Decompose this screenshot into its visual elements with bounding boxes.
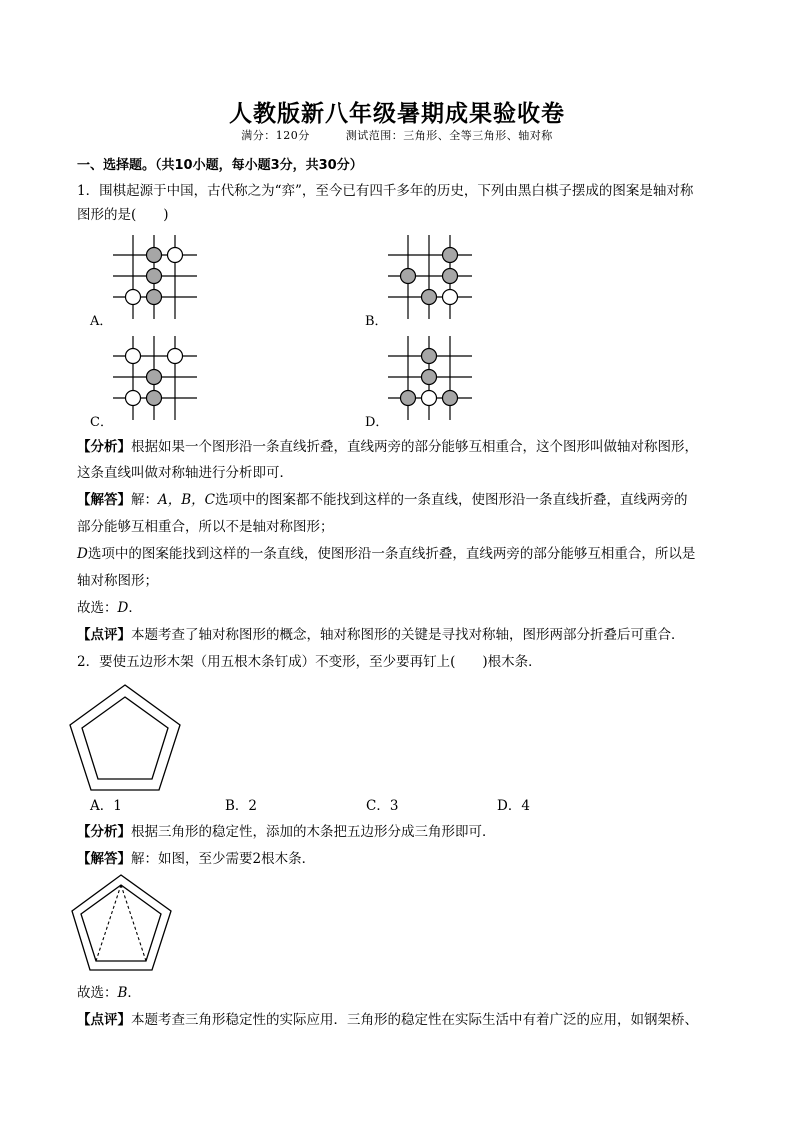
- q1-answer-line2: 部分能够互相重合，所以不是轴对称图形；: [77, 519, 334, 535]
- analysis-tag: 【分析】: [77, 824, 131, 840]
- analysis-tag: 【分析】: [77, 439, 131, 455]
- section-heading: 一、选择题。（共10小题，每小题3分，共30分）: [77, 158, 363, 173]
- choose-answer: B: [117, 985, 128, 1001]
- answer-tag: 【解答】: [77, 851, 131, 867]
- choose-prefix: 故选：: [77, 985, 118, 1001]
- q2-choose: [77, 983, 141, 1003]
- q1-option-b-label: B．: [365, 314, 388, 329]
- q2-option-d: D．4: [497, 798, 530, 814]
- q2-analysis: [77, 822, 496, 842]
- q1-comment: [77, 625, 685, 645]
- comment-text: 本题考查三角形稳定性的实际应用．三角形的稳定性在实际生活中有着广泛的应用，如钢架桥、: [131, 1012, 698, 1028]
- answer-options: A，B，C: [158, 492, 215, 508]
- q1-option-a-label: A．: [90, 314, 113, 329]
- choose-prefix: 故选：: [77, 600, 118, 616]
- q2-comment: [77, 1010, 698, 1030]
- q1-option-d-figure: [388, 336, 472, 420]
- q2-answer: [77, 849, 315, 869]
- q1-analysis-line2: 这条直线叫做对称轴进行分析即可．: [77, 465, 293, 481]
- full-score: 满分：120分: [241, 129, 310, 142]
- answer-text: 选项中的图案都不能找到这样的一条直线，使图形沿一条直线折叠，直线两旁的: [215, 492, 688, 508]
- q1-answer-line4: 轴对称图形；: [77, 573, 158, 589]
- q1-stem-line1: 1．围棋起源于中国，古代称之为“弈”，至今已有四千多年的历史，下列由黑白棋子摆成的图案是轴对称: [77, 183, 694, 199]
- q1-answer-line3: [77, 544, 695, 564]
- comment-text: 本题考查了轴对称图形的概念，轴对称图形的关键是寻找对称轴，图形两部分折叠后可重合．: [131, 627, 685, 643]
- subtitle: [0, 127, 794, 143]
- answer-tag: 【解答】: [77, 492, 131, 508]
- q2-option-c: C．3: [366, 798, 399, 814]
- q1-analysis-line1: [77, 437, 698, 457]
- answer-text: 选项中的图案能找到这样的一条直线，使图形沿一条直线折叠，直线两旁的部分能够互相重合，所以是: [87, 546, 696, 562]
- test-scope: 测试范围：三角形、全等三角形、轴对称: [345, 129, 553, 142]
- q2-stem: 2．要使五边形木架（用五根木条钉成）不变形，至少要再钉上( )根木条．: [77, 654, 542, 670]
- q1-option-c-label: C．: [90, 415, 113, 430]
- answer-prefix: 解：: [131, 492, 158, 508]
- q1-stem-line2: 图形的是( ): [77, 207, 169, 223]
- answer-option-d: D: [77, 546, 88, 562]
- comment-tag: 【点评】: [77, 1012, 131, 1028]
- q1-answer-line1: [77, 490, 688, 510]
- page-title: 人教版新八年级暑期成果验收卷: [229, 101, 565, 127]
- analysis-text: 根据三角形的稳定性，添加的木条把五边形分成三角形即可．: [131, 824, 496, 840]
- q1-option-c-figure: [113, 336, 197, 420]
- q2-answer-figure: [70, 873, 174, 973]
- q1-option-d-label: D．: [365, 415, 389, 430]
- q2-option-a: A．1: [90, 798, 122, 814]
- choose-suffix: ．: [128, 600, 142, 616]
- q2-option-b: B．2: [225, 798, 258, 814]
- q1-option-b-figure: [388, 235, 472, 319]
- q1-option-a-figure: [113, 235, 197, 319]
- answer-text: 解：如图，至少需要2根木条．: [131, 851, 316, 867]
- comment-tag: 【点评】: [77, 627, 131, 643]
- analysis-text: 根据如果一个图形沿一条直线折叠，直线两旁的部分能够互相重合，这个图形叫做轴对称图形，: [131, 439, 698, 455]
- choose-answer: D: [117, 600, 129, 616]
- choose-suffix: ．: [127, 985, 141, 1001]
- q1-choose: [77, 598, 142, 618]
- q2-pentagon-figure: [68, 682, 184, 794]
